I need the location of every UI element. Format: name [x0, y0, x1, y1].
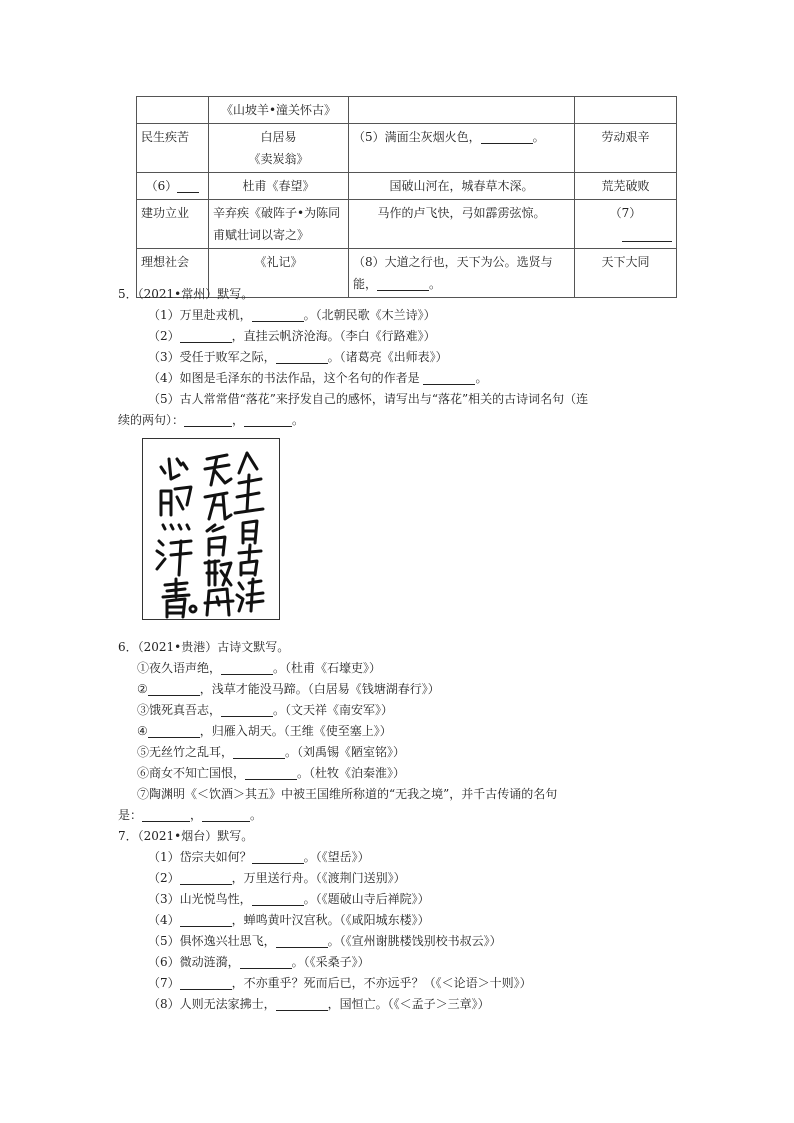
table-cell: 杜甫《春望》 [209, 173, 349, 200]
answer-blank[interactable] [240, 954, 292, 969]
answer-blank[interactable] [245, 765, 297, 780]
answer-blank[interactable] [244, 412, 292, 427]
poetry-table [136, 96, 677, 298]
item-number: （7） [609, 206, 642, 220]
answer-blank[interactable] [276, 349, 328, 364]
answer-blank[interactable] [184, 412, 232, 427]
table-cell: 民生疾苦 [137, 124, 209, 173]
verse-text: （8）大道之行也，天下为公。选贤与能， [353, 255, 553, 291]
answer-blank[interactable] [180, 975, 232, 990]
list-item: ⑥商女不知亡国恨， 。（杜牧《泊秦淮》） [137, 766, 406, 780]
table-row [137, 200, 677, 249]
table-cell: 国破山河在，城春草木深。 [349, 173, 575, 200]
table-cell: 理想社会 [137, 249, 209, 298]
table-cell: 辛弃疾《破阵子•为陈同甫赋壮词以寄之》 [209, 200, 349, 249]
answer-blank[interactable] [233, 744, 285, 759]
answer-blank[interactable] [252, 307, 304, 322]
table-cell [137, 97, 209, 124]
answer-blank[interactable] [177, 178, 199, 193]
answer-blank[interactable] [180, 328, 232, 343]
list-item: （3）山光悦鸟性， 。（《题破山寺后禅院》） [148, 892, 430, 906]
table-cell [575, 200, 677, 249]
answer-blank[interactable] [622, 227, 672, 242]
list-item: （2） ，万里送行舟。（《渡荆门送别》） [148, 871, 406, 885]
calligraphy-artwork [143, 439, 279, 619]
list-item: ③饿死真吾志， 。（文天祥《南安军》） [137, 703, 394, 717]
table-cell: 天下大同 [575, 249, 677, 298]
table-cell: 劳动艰辛 [575, 124, 677, 173]
list-item: （6）微动涟漪， 。（《采桑子》） [148, 955, 370, 969]
author: 白居易 [260, 130, 297, 144]
question-5-heading: 5．（2021•常州）默写。 [118, 287, 254, 301]
list-item: （4）如图是毛泽东的书法作品，这个名句的作者是 。 [148, 371, 488, 385]
verse-text: （5）满面尘灰烟火色， [353, 130, 481, 144]
question-7-heading: 7．（2021•烟台）默写。 [118, 829, 254, 843]
answer-blank[interactable] [252, 849, 304, 864]
item-number: （6） [145, 179, 178, 193]
answer-blank[interactable] [180, 870, 232, 885]
answer-blank[interactable] [180, 912, 232, 927]
list-item: （1）万里赴戎机， 。（北朝民歌《木兰诗》） [148, 308, 436, 322]
question-6-heading: 6．（2021•贵港）古诗文默写。 [118, 640, 290, 654]
punct: 。 [429, 277, 442, 291]
list-item: ①夜久语声绝， 。（杜甫《石壕吏》） [137, 661, 382, 675]
table-row [137, 97, 677, 124]
list-item: （3）受任于败军之际， 。（诸葛亮《出师表》） [148, 350, 448, 364]
answer-blank[interactable] [142, 807, 190, 822]
list-item: ⑦陶渊明《＜饮酒＞其五》中被王国维所称道的“无我之境”，并千古传诵的名句 [137, 787, 558, 801]
table-cell [209, 124, 349, 173]
list-item: （1）岱宗夫如何？ 。（《望岳》） [148, 850, 370, 864]
table-cell [137, 173, 209, 200]
list-item-continued: 是： ， 。 [118, 808, 263, 822]
table-cell [349, 97, 575, 124]
table-cell: 《山坡羊•潼关怀古》 [209, 97, 349, 124]
list-item: ② ，浅草才能没马蹄。（白居易《钱塘湖春行》） [137, 682, 440, 696]
table-cell [575, 97, 677, 124]
list-item: （4） ，蝉鸣黄叶汉宫秋。（《咸阳城东楼》） [148, 913, 430, 927]
answer-blank[interactable] [423, 370, 475, 385]
table-cell: 建功立业 [137, 200, 209, 249]
list-item: （7） ，不亦重乎？死而后已，不亦远乎？（《＜论语＞十则》） [148, 976, 532, 990]
answer-blank[interactable] [252, 891, 304, 906]
table-cell: 《礼记》 [209, 249, 349, 298]
table-cell: 马作的卢飞快，弓如霹雳弦惊。 [349, 200, 575, 249]
table-cell: 荒芜破败 [575, 173, 677, 200]
answer-blank[interactable] [481, 129, 533, 144]
punct: 。 [532, 130, 545, 144]
list-item: ④ ，归雁入胡天。（王维《使至塞上》） [137, 724, 392, 738]
list-item: （5）俱怀逸兴壮思飞， 。（《宣州谢朓楼饯别校书叔云》） [148, 934, 502, 948]
list-item: （8）人则无法家拂士， ，国恒亡。（《＜孟子＞三章》） [148, 997, 490, 1011]
table-row [137, 124, 677, 173]
calligraphy-image [142, 438, 280, 620]
work-title: 《卖炭翁》 [248, 152, 309, 166]
table-cell [349, 124, 575, 173]
answer-blank[interactable] [148, 723, 200, 738]
list-item: （2） ，直挂云帆济沧海。（李白《行路难》） [148, 329, 436, 343]
answer-blank[interactable] [221, 660, 273, 675]
answer-blank[interactable] [148, 681, 200, 696]
list-item: （5）古人常常借“落花”来抒发自己的感怀，请写出与“落花”相关的古诗词名句（连 [148, 392, 589, 406]
list-item-continued: 续的两句）： ， 。 [118, 413, 305, 427]
answer-blank[interactable] [276, 996, 328, 1011]
answer-blank[interactable] [202, 807, 250, 822]
answer-blank[interactable] [221, 702, 273, 717]
list-item: ⑤无丝竹之乱耳， 。（刘禹锡《陋室铭》） [137, 745, 406, 759]
answer-blank[interactable] [276, 933, 328, 948]
table-row [137, 173, 677, 200]
